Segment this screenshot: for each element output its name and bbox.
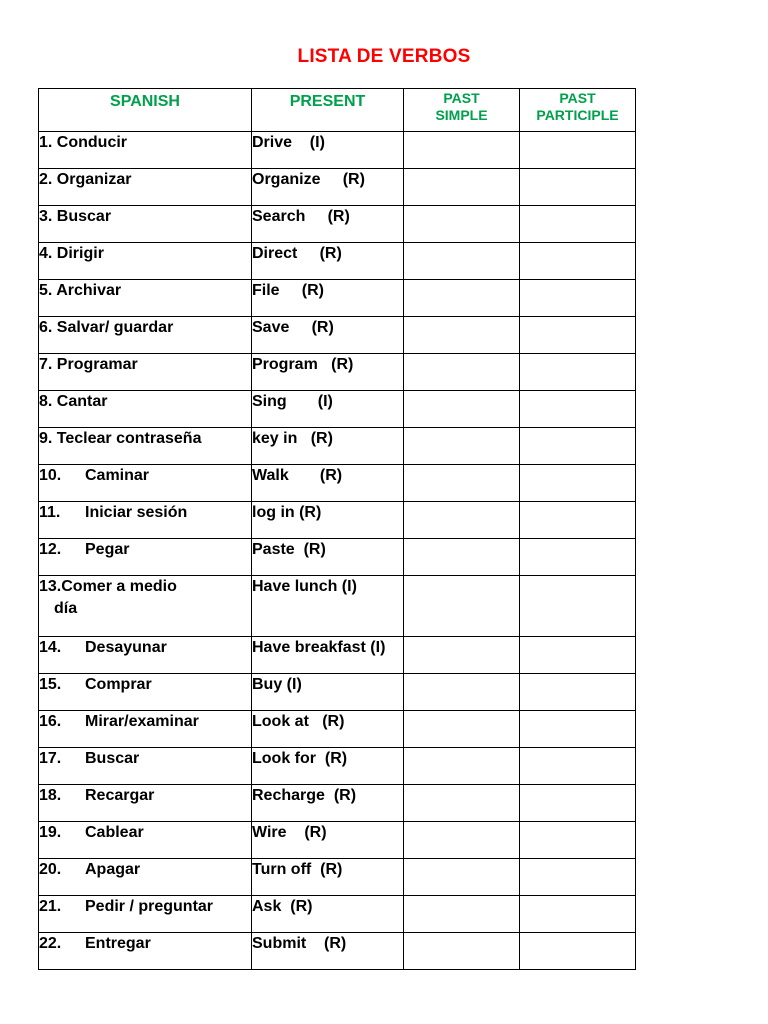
row-number: 9. <box>39 430 53 447</box>
past-simple-cell <box>404 243 520 280</box>
spanish-verb: Desayunar <box>85 639 167 656</box>
row-number: 20. <box>39 861 62 878</box>
past-simple-cell <box>404 785 520 822</box>
spanish-cell <box>39 391 252 428</box>
spanish-cell <box>39 822 252 859</box>
past-participle-cell <box>520 674 636 711</box>
row-number: 18. <box>39 787 62 804</box>
spanish-verb: Caminar <box>85 467 150 484</box>
spanish-verb: Mirar/examinar <box>85 713 199 730</box>
table-row <box>39 822 636 859</box>
past-simple-cell <box>404 576 520 637</box>
spanish-cell <box>39 317 252 354</box>
past-participle-cell <box>520 502 636 539</box>
header-past-participle <box>520 89 636 132</box>
past-simple-cell <box>404 354 520 391</box>
header-row <box>39 89 636 132</box>
past-simple-cell <box>404 169 520 206</box>
present-cell: Turn off (R) <box>252 859 404 896</box>
table-row <box>39 132 636 169</box>
row-number: 15. <box>39 676 62 693</box>
header-past-participle-line1: PAST <box>559 90 596 106</box>
table-row <box>39 206 636 243</box>
past-simple-cell <box>404 465 520 502</box>
table-row <box>39 391 636 428</box>
past-participle-cell <box>520 896 636 933</box>
spanish-cell <box>39 502 252 539</box>
header-past-simple-line2: SIMPLE <box>435 107 488 123</box>
spanish-verb: Archivar <box>56 282 122 299</box>
spanish-verb: Teclear contraseña <box>56 430 202 447</box>
spanish-verb: Organizar <box>56 171 132 188</box>
past-simple-cell <box>404 502 520 539</box>
past-participle-cell <box>520 280 636 317</box>
past-participle-cell <box>520 859 636 896</box>
spanish-verb: Cantar <box>56 393 108 410</box>
table-row <box>39 502 636 539</box>
spanish-verb: Programar <box>56 356 138 373</box>
verb-table <box>38 88 636 970</box>
spanish-cell <box>39 748 252 785</box>
present-cell: Save (R) <box>252 317 404 354</box>
past-simple-cell <box>404 933 520 970</box>
row-number: 11. <box>39 504 61 521</box>
table-row <box>39 317 636 354</box>
table-row <box>39 748 636 785</box>
row-number: 12. <box>39 541 62 558</box>
present-cell: Paste (R) <box>252 539 404 576</box>
spanish-cell <box>39 428 252 465</box>
table-row <box>39 785 636 822</box>
spanish-verb: Conducir <box>56 134 128 151</box>
spanish-verb-continued: día <box>54 600 78 617</box>
past-participle-cell <box>520 748 636 785</box>
present-cell: Look for (R) <box>252 748 404 785</box>
table-row <box>39 896 636 933</box>
spanish-verb: Pegar <box>85 541 130 558</box>
past-participle-cell <box>520 354 636 391</box>
spanish-cell <box>39 933 252 970</box>
table-row <box>39 280 636 317</box>
present-cell: Ask (R) <box>252 896 404 933</box>
spanish-verb: Dirigir <box>56 245 104 262</box>
row-number: 10. <box>39 467 62 484</box>
spanish-cell <box>39 785 252 822</box>
past-participle-cell <box>520 317 636 354</box>
spanish-cell <box>39 206 252 243</box>
row-number: 4. <box>39 245 53 262</box>
row-number: 3. <box>39 208 53 225</box>
row-number: 7. <box>39 356 53 373</box>
row-number: 6. <box>39 319 53 336</box>
present-cell: log in (R) <box>252 502 404 539</box>
past-simple-cell <box>404 206 520 243</box>
spanish-cell <box>39 896 252 933</box>
row-number: 14. <box>39 639 62 656</box>
past-participle-cell <box>520 243 636 280</box>
row-number: 22. <box>39 935 62 952</box>
past-participle-cell <box>520 206 636 243</box>
row-number: 5. <box>39 282 53 299</box>
spanish-cell <box>39 132 252 169</box>
past-simple-cell <box>404 748 520 785</box>
spanish-verb: Buscar <box>56 208 112 225</box>
table-row <box>39 354 636 391</box>
past-participle-cell <box>520 785 636 822</box>
past-participle-cell <box>520 933 636 970</box>
past-participle-cell <box>520 822 636 859</box>
spanish-verb: Apagar <box>85 861 141 878</box>
spanish-verb: Entregar <box>85 935 151 952</box>
past-simple-cell <box>404 637 520 674</box>
past-simple-cell <box>404 711 520 748</box>
present-cell: Sing (I) <box>252 391 404 428</box>
present-cell: Have breakfast (I) <box>252 637 404 674</box>
table-row <box>39 859 636 896</box>
spanish-cell <box>39 539 252 576</box>
row-number: 13. <box>39 578 62 595</box>
spanish-verb: Iniciar sesión <box>85 504 188 521</box>
present-cell: Walk (R) <box>252 465 404 502</box>
present-cell: Look at (R) <box>252 711 404 748</box>
row-number: 19. <box>39 824 62 841</box>
spanish-cell <box>39 280 252 317</box>
table-row <box>39 637 636 674</box>
table-row <box>39 428 636 465</box>
past-simple-cell <box>404 674 520 711</box>
spanish-verb: Buscar <box>85 750 140 767</box>
row-number: 16. <box>39 713 62 730</box>
past-participle-cell <box>520 428 636 465</box>
table-row <box>39 465 636 502</box>
spanish-cell <box>39 576 252 637</box>
present-cell: Buy (I) <box>252 674 404 711</box>
header-present: PRESENT <box>252 89 404 132</box>
spanish-cell <box>39 674 252 711</box>
past-simple-cell <box>404 280 520 317</box>
table-row <box>39 539 636 576</box>
present-cell: Recharge (R) <box>252 785 404 822</box>
past-participle-cell <box>520 576 636 637</box>
header-past-simple-line1: PAST <box>443 90 480 106</box>
spanish-cell <box>39 243 252 280</box>
spanish-verb: Recargar <box>85 787 155 804</box>
spanish-cell <box>39 169 252 206</box>
present-cell: Submit (R) <box>252 933 404 970</box>
past-simple-cell <box>404 132 520 169</box>
spanish-cell <box>39 711 252 748</box>
spanish-verb: Cablear <box>85 824 144 841</box>
spanish-cell <box>39 354 252 391</box>
spanish-verb: Salvar/ guardar <box>56 319 174 336</box>
past-simple-cell <box>404 896 520 933</box>
spanish-cell <box>39 637 252 674</box>
past-simple-cell <box>404 822 520 859</box>
header-spanish: SPANISH <box>39 89 252 132</box>
past-simple-cell <box>404 391 520 428</box>
past-participle-cell <box>520 465 636 502</box>
past-participle-cell <box>520 637 636 674</box>
table-row <box>39 711 636 748</box>
present-cell: Search (R) <box>252 206 404 243</box>
row-number: 21. <box>39 898 62 915</box>
past-participle-cell <box>520 391 636 428</box>
present-cell: Drive (I) <box>252 132 404 169</box>
row-number: 1. <box>39 134 53 151</box>
spanish-cell <box>39 859 252 896</box>
row-number: 8. <box>39 393 53 410</box>
past-simple-cell <box>404 539 520 576</box>
page-title: LISTA DE VERBOS <box>297 46 471 67</box>
row-number: 2. <box>39 171 53 188</box>
present-cell: Have lunch (I) <box>252 576 404 637</box>
past-participle-cell <box>520 539 636 576</box>
header-past-participle-line2: PARTICIPLE <box>536 107 619 123</box>
past-simple-cell <box>404 428 520 465</box>
spanish-verb: Comer a medio <box>61 578 177 595</box>
row-number: 17. <box>39 750 62 767</box>
past-simple-cell <box>404 317 520 354</box>
past-simple-cell <box>404 859 520 896</box>
present-cell: Direct (R) <box>252 243 404 280</box>
table-row <box>39 674 636 711</box>
table-row <box>39 243 636 280</box>
past-participle-cell <box>520 132 636 169</box>
past-participle-cell <box>520 169 636 206</box>
spanish-verb: Comprar <box>85 676 152 693</box>
table-row <box>39 933 636 970</box>
present-cell: Program (R) <box>252 354 404 391</box>
present-cell: key in (R) <box>252 428 404 465</box>
header-past-simple <box>404 89 520 132</box>
table-row <box>39 576 636 637</box>
present-cell: Organize (R) <box>252 169 404 206</box>
past-participle-cell <box>520 711 636 748</box>
spanish-verb: Pedir / preguntar <box>85 898 214 915</box>
present-cell: File (R) <box>252 280 404 317</box>
spanish-cell <box>39 465 252 502</box>
present-cell: Wire (R) <box>252 822 404 859</box>
table-row <box>39 169 636 206</box>
